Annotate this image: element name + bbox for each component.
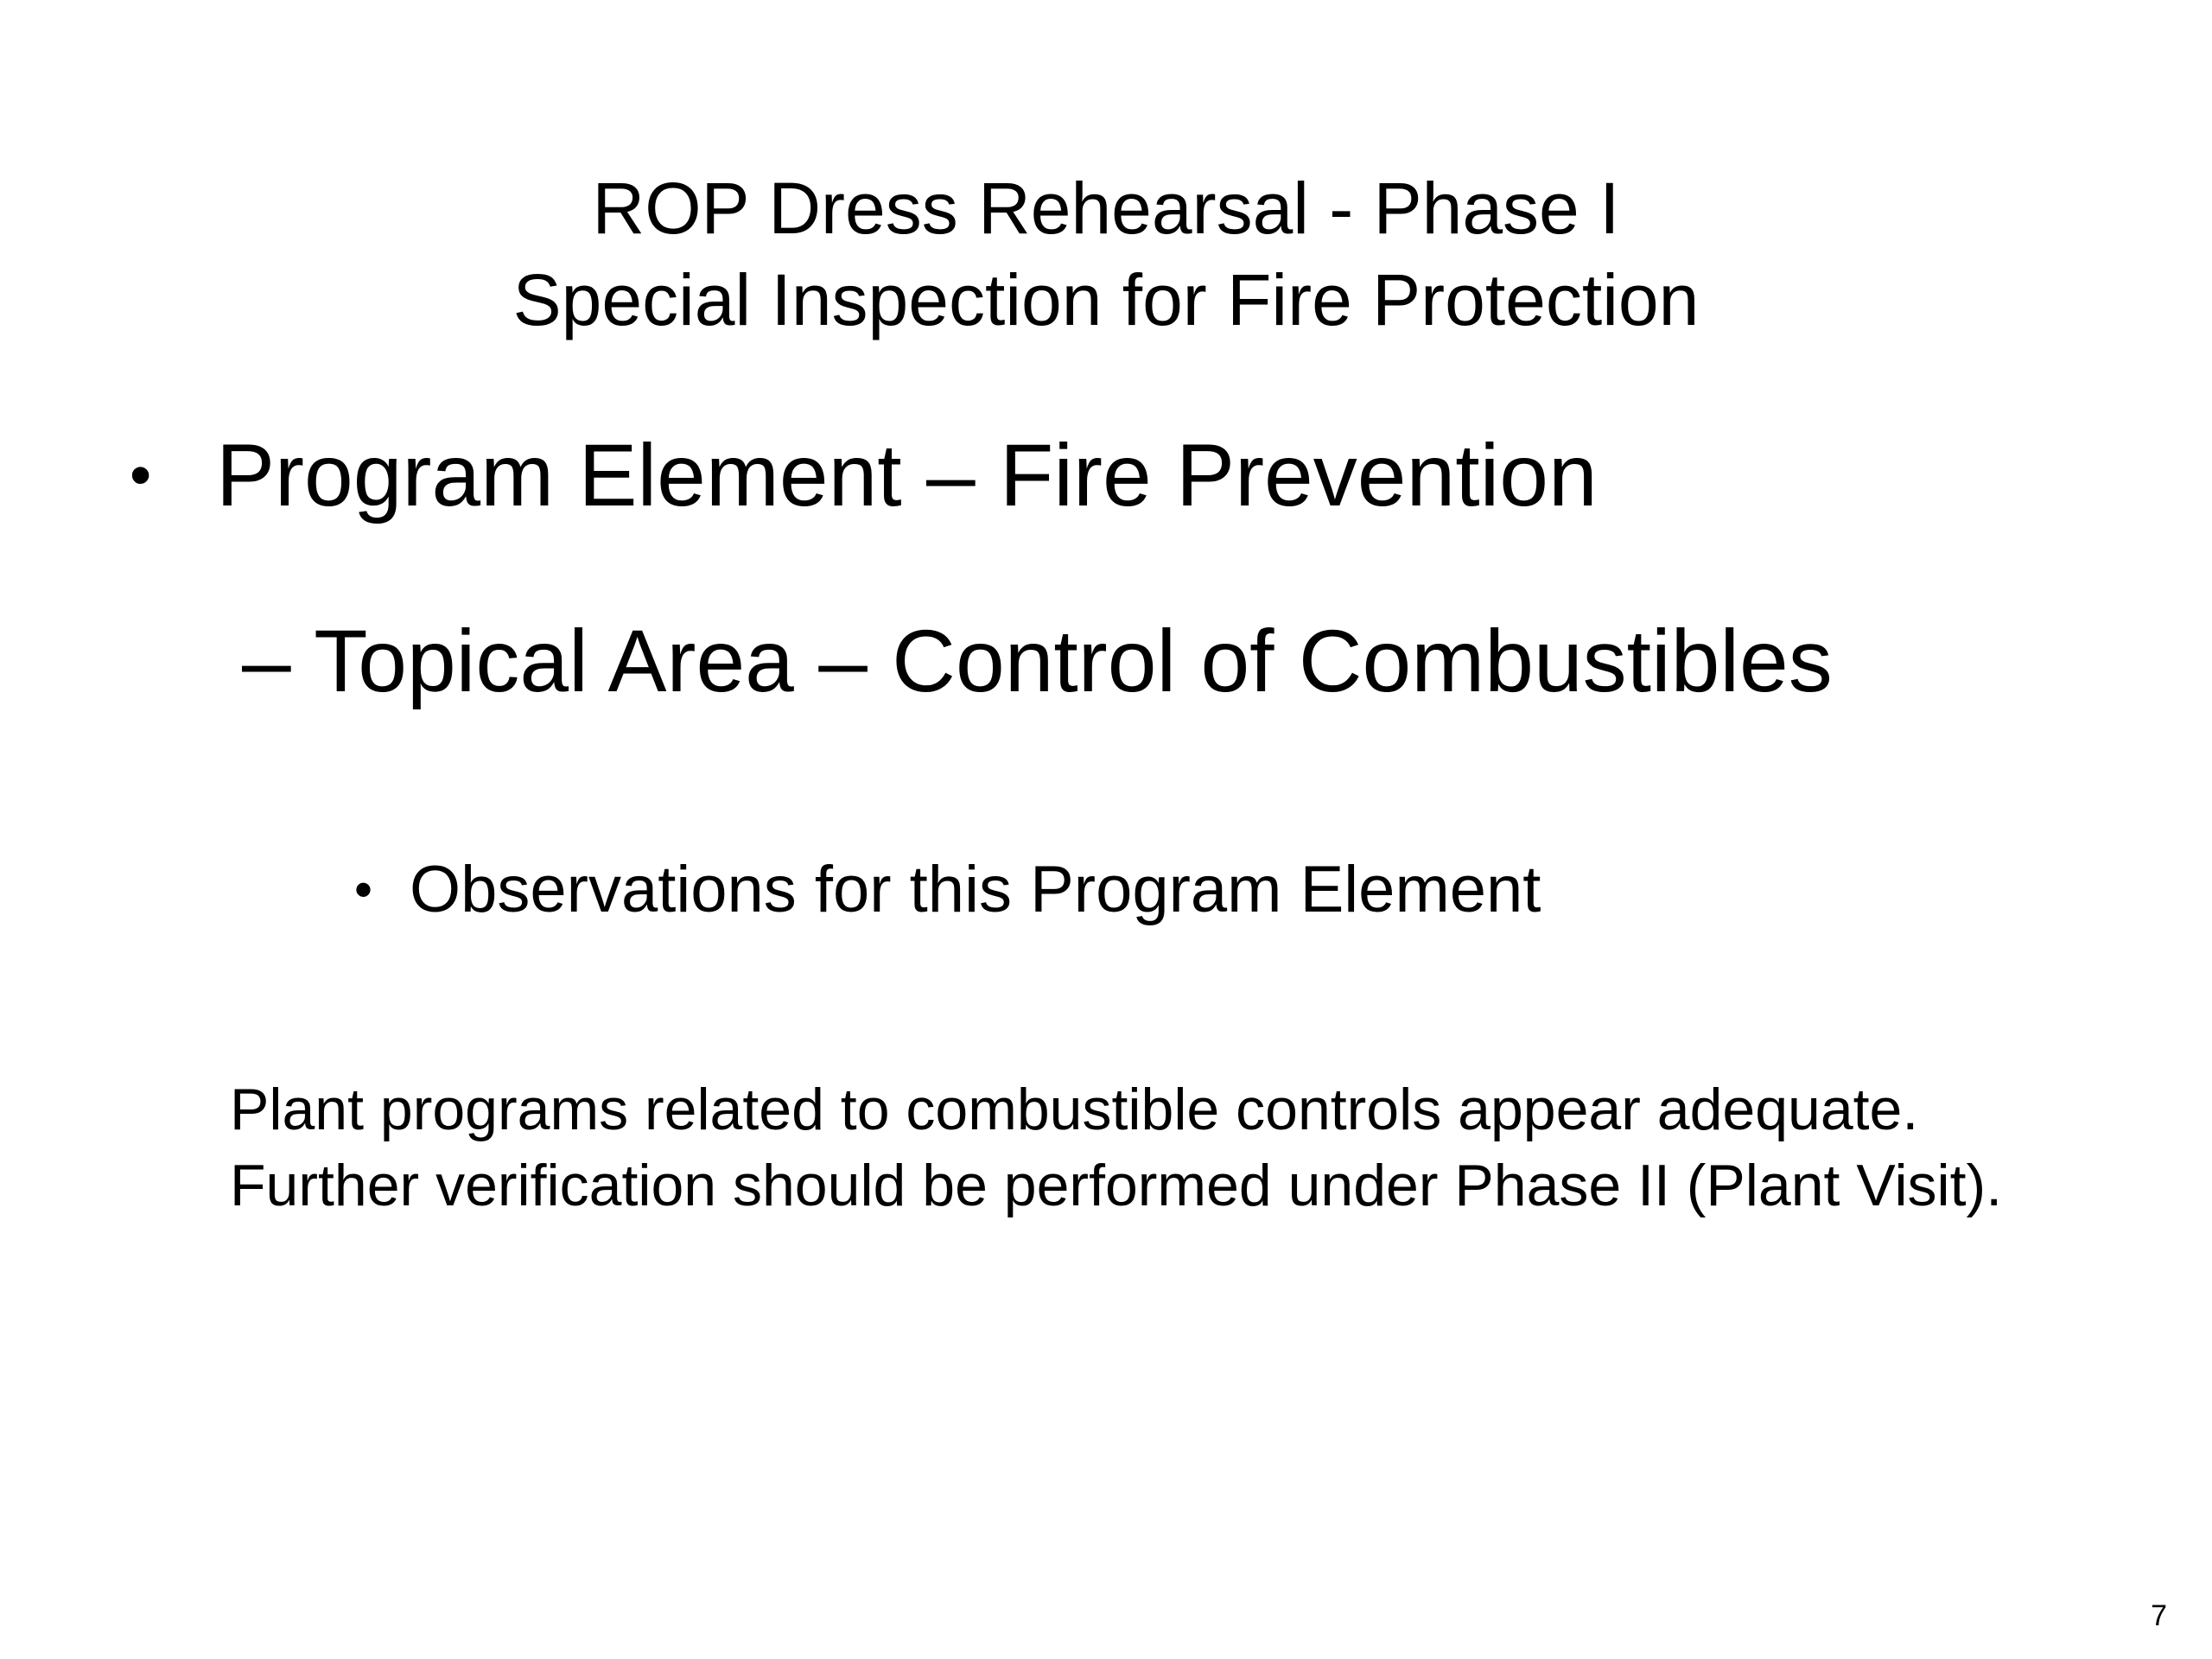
observation-note-line-2: Further verification should be performed under Phase II (Plant Visit). <box>230 1153 2003 1218</box>
sub-sub-bullet-observations-text: Observations for this Program Element <box>410 853 1541 926</box>
sub-bullet-topical-area: – Topical Area – Control of Combustibles <box>242 612 1833 710</box>
slide-title-line-2: Special Inspection for Fire Protection <box>512 259 1700 340</box>
slide-title-line-1: ROP Dress Rehearsal - Phase I <box>592 168 1620 249</box>
bullet-icon: • <box>354 861 373 918</box>
page-number: 7 <box>2151 1599 2167 1632</box>
observation-note-line-1: Plant programs related to combustible controls appear adequate. <box>230 1077 1919 1142</box>
slide-title <box>0 162 2212 346</box>
observation-note <box>230 1071 2002 1224</box>
bullet-icon: • <box>130 441 152 510</box>
bullet-program-element-text: Program Element – Fire Prevention <box>216 426 1598 524</box>
